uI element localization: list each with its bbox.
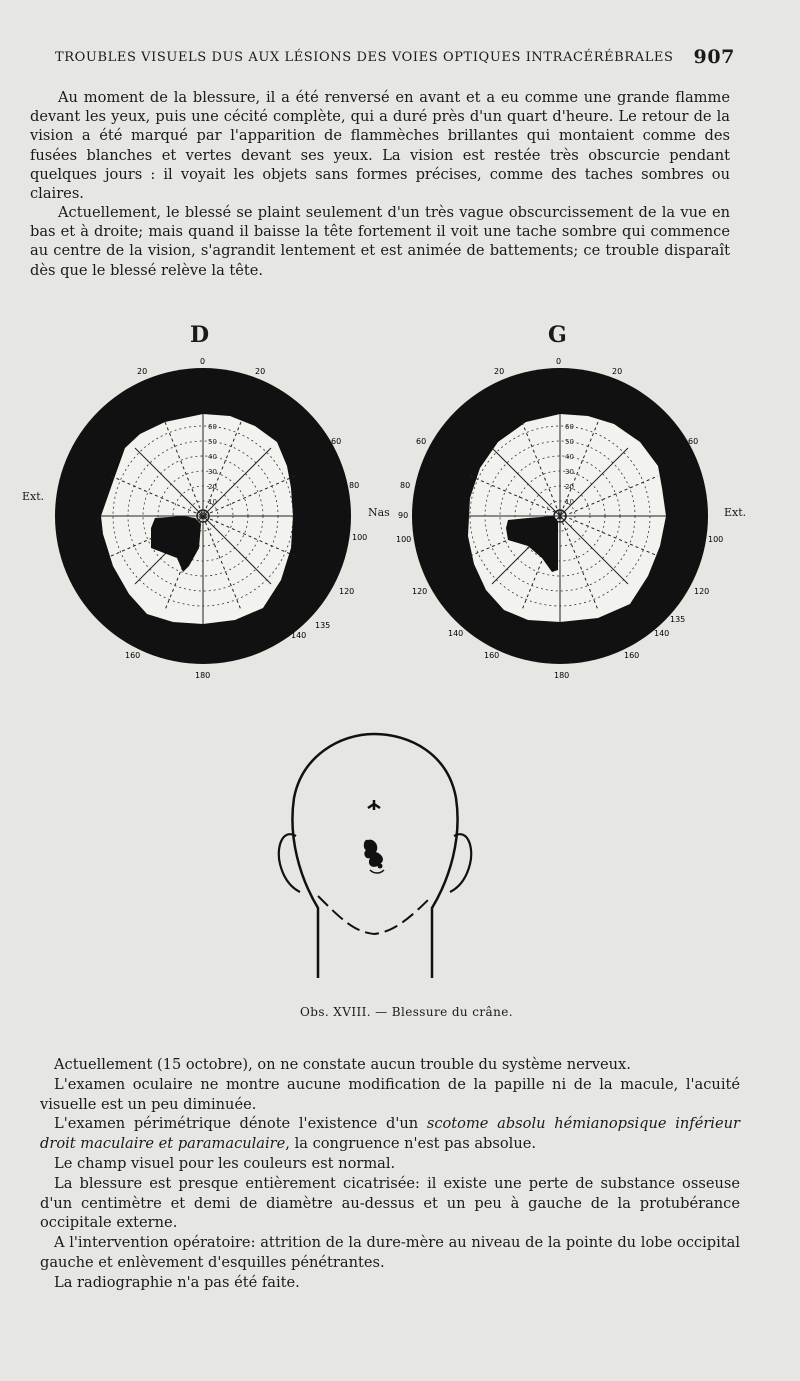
deg-80: 80: [400, 481, 411, 490]
radial-label: 10: [565, 498, 574, 506]
running-title: TROUBLES VISUELS DUS AUX LÉSIONS DES VOIES OPTIQUES INTRACÉRÉBRALES: [55, 50, 674, 65]
visual-field-right-eye: [55, 357, 368, 688]
deg-120: 120: [412, 587, 428, 596]
visual-field-left-eye: [396, 357, 724, 688]
running-header: [55, 46, 735, 72]
ext-label-left: Ext.: [22, 490, 45, 503]
deg-top-l: 20: [494, 367, 505, 376]
radial-label: 30: [565, 468, 574, 476]
paragraph-champ-visuel: Le champ visuel pour les couleurs est normal.: [54, 1154, 396, 1172]
paragraph-actuellement-octobre: Actuellement (15 octobre), on ne constate aucun trouble du système nerveux.: [54, 1056, 631, 1073]
deg-top-r: 20: [255, 367, 266, 376]
radial-label: 60: [565, 423, 574, 431]
wound-dot: [378, 864, 383, 869]
deg-top-r: 20: [612, 367, 623, 376]
suture-mark: [368, 800, 380, 810]
scotome-italic: scotome absolu hémianopsique inférieur droit maculaire et paramaculaire: [40, 1115, 740, 1153]
paragraph-actuellement: Actuellement, le blessé se plaint seulement d'un très vague obscurcissement de la vue en bas et à droite; mais quand il baisse la tête fortement il voit une tache sombre qui commence au centre de la vision, s'agrandit lentement et est animée de battements; ce trouble disparaît dès que le blessé relève la tête.: [30, 204, 730, 279]
deg-160-r: 160: [624, 651, 640, 660]
deg-160: 160: [484, 651, 500, 660]
deg-top: 0: [200, 357, 206, 366]
paragraph-radiographie: La radiographie n'a pas été faite.: [54, 1273, 300, 1291]
deg-140-r: 140: [654, 629, 670, 638]
deg-60: 60: [331, 437, 342, 446]
page-number: 907: [693, 46, 735, 68]
deg-140: 140: [291, 631, 307, 640]
radial-label: 20: [565, 483, 574, 491]
deg-160: 160: [125, 651, 141, 660]
head-diagram: [270, 728, 480, 988]
radial-label: 10: [208, 498, 217, 506]
deg-100-r: 100: [708, 535, 724, 544]
neck-contour: [318, 896, 432, 934]
radial-label: 50: [565, 438, 574, 446]
deg-180: 180: [195, 671, 211, 680]
radial-label: 50: [208, 438, 217, 446]
deg-60: 60: [416, 437, 427, 446]
right-eye-label: D: [190, 322, 210, 348]
ear-right: [450, 834, 471, 892]
radial-label: 40: [565, 453, 574, 461]
deg-60-r: 60: [688, 437, 699, 446]
nas-label: Nas: [368, 506, 390, 519]
radial-label: 60: [208, 423, 217, 431]
paragraph-examen-perimetrique: [40, 1114, 740, 1154]
perimetrique-text: L'examen périmétrique dénote l'existence d'un: [54, 1115, 419, 1133]
deg-140: 140: [448, 629, 464, 638]
deg-top: 0: [556, 357, 562, 366]
radial-label: 40: [208, 453, 217, 461]
left-eye-label: G: [548, 322, 567, 348]
paragraph-intervention: A l'intervention opératoire: attrition de la dure-mère au niveau de la pointe du lobe occipital gauche et enlèvement d'esquilles pénétrantes.: [40, 1234, 740, 1271]
paragraph-blessure-cicatrisee: La blessure est presque entièrement cicatrisée: il existe une perte de substance osseuse d'un centimètre et demi de diamètre au-dessus et un peu à gauche de la protubérance occipitale externe.: [40, 1174, 740, 1232]
deg-90: 90: [398, 511, 409, 520]
lower-text: [40, 1055, 740, 1293]
ext-label-right: Ext.: [724, 506, 747, 519]
ear-left: [279, 834, 300, 892]
deg-100: 100: [396, 535, 412, 544]
paragraph-blessure: Au moment de la blessure, il a été renversé en avant et a eu comme une grande flamme devant les yeux, puis une cécité complète, qui a duré près d'un quart d'heure. Le retour de la vision a été marqué par l'apparition de flammèches brillantes qui montaient comme des fusées blanches et vertes devant ses yeux. La vision est restée très obscurcie pendant quelques jours : il voyait les objets sans formes précises, comme des taches sombres ou claires.: [30, 89, 730, 203]
deg-120: 120: [339, 587, 355, 596]
deg-180: 180: [554, 671, 570, 680]
deg-80: 80: [349, 481, 360, 490]
congruence-text: , la congruence n'est pas absolue.: [285, 1135, 537, 1153]
radial-label: 20: [208, 483, 217, 491]
deg-135: 135: [670, 615, 686, 624]
wound-line: [370, 870, 384, 873]
radial-label: 30: [208, 468, 217, 476]
paragraph-examen-oculaire: L'examen oculaire ne montre aucune modification de la papille ni de la macule, l'acuité visuelle est un peu diminuée.: [40, 1075, 740, 1113]
deg-135: 135: [315, 621, 331, 630]
figure-caption: Obs. XVIII. — Blessure du crâne.: [300, 1005, 513, 1019]
deg-100: 100: [352, 533, 368, 542]
deg-120-r: 120: [694, 587, 710, 596]
deg-top-l: 20: [137, 367, 148, 376]
wound-mark: [364, 840, 383, 867]
